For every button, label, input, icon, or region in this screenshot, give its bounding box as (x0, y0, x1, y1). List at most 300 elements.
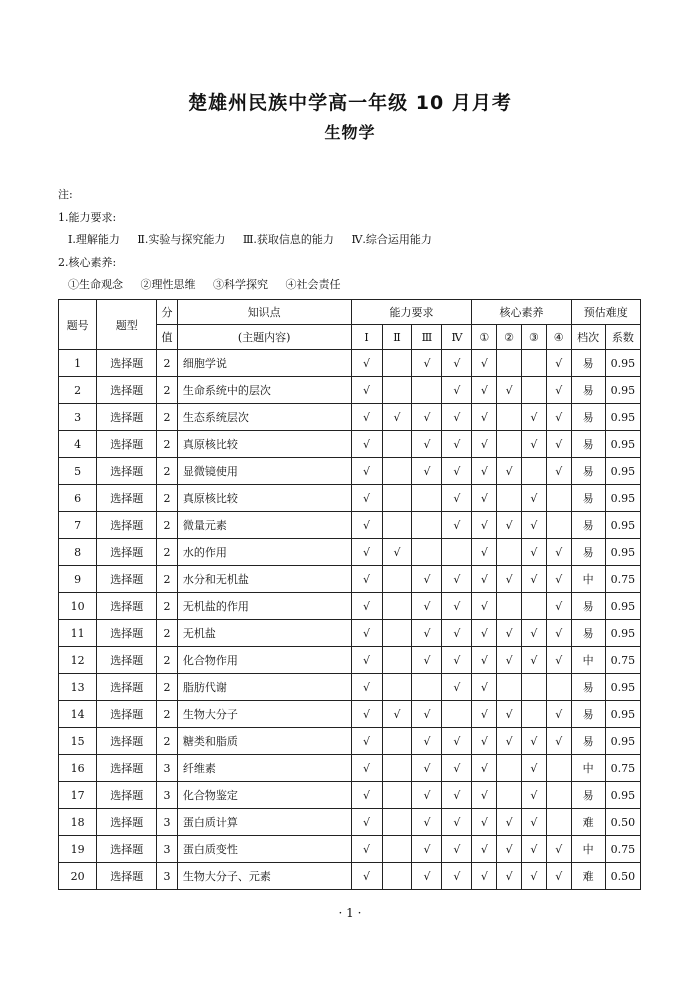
cell-literacy-4: √ (546, 728, 571, 755)
cell-type: 选择题 (97, 404, 157, 431)
cell-grade: 难 (571, 809, 605, 836)
table-row (59, 350, 641, 377)
cell-type: 选择题 (97, 350, 157, 377)
cell-type: 选择题 (97, 809, 157, 836)
cell-topic: 水分和无机盐 (177, 566, 351, 593)
cell-coefficient: 0.95 (605, 377, 640, 404)
cell-number: 2 (59, 377, 97, 404)
cell-literacy-1: √ (472, 566, 497, 593)
cell-type: 选择题 (97, 701, 157, 728)
cell-ability-4: √ (442, 404, 472, 431)
cell-literacy-2: √ (497, 620, 522, 647)
cell-coefficient: 0.95 (605, 728, 640, 755)
cell-ability-2 (382, 431, 412, 458)
notes-heading: 注: (58, 188, 73, 201)
cell-ability-3: √ (412, 647, 442, 674)
cell-grade: 易 (571, 512, 605, 539)
cell-coefficient: 0.75 (605, 566, 640, 593)
page-subtitle: 生物学 (324, 123, 376, 142)
cell-topic: 无机盐 (177, 620, 351, 647)
cell-topic: 生物大分子 (177, 701, 351, 728)
cell-literacy-1: √ (472, 458, 497, 485)
cell-grade: 中 (571, 836, 605, 863)
cell-literacy-2 (497, 350, 522, 377)
cell-literacy-1: √ (472, 728, 497, 755)
cell-literacy-3 (522, 701, 547, 728)
cell-number: 1 (59, 350, 97, 377)
cell-literacy-4: √ (546, 404, 571, 431)
cell-literacy-4: √ (546, 350, 571, 377)
cell-type: 选择题 (97, 485, 157, 512)
ability-legend-item: Ⅲ.获取信息的能力 (242, 233, 334, 246)
cell-ability-3 (412, 485, 442, 512)
cell-coefficient: 0.95 (605, 350, 640, 377)
cell-literacy-4: √ (546, 431, 571, 458)
cell-number: 5 (59, 458, 97, 485)
cell-grade: 易 (571, 701, 605, 728)
cell-ability-3 (412, 377, 442, 404)
cell-literacy-2: √ (497, 728, 522, 755)
cell-number: 15 (59, 728, 97, 755)
cell-literacy-3: √ (522, 431, 547, 458)
cell-score: 2 (157, 377, 178, 404)
cell-ability-3 (412, 512, 442, 539)
cell-ability-4: √ (442, 485, 472, 512)
cell-topic: 蛋白质变性 (177, 836, 351, 863)
cell-number: 11 (59, 620, 97, 647)
cell-literacy-4: √ (546, 377, 571, 404)
cell-literacy-4: √ (546, 647, 571, 674)
cell-topic: 真原核比较 (177, 431, 351, 458)
page-title: 楚雄州民族中学高一年级 10 月月考 (188, 92, 512, 114)
table-row (59, 674, 641, 701)
cell-coefficient: 0.95 (605, 512, 640, 539)
cell-literacy-1: √ (472, 755, 497, 782)
cell-literacy-1: √ (472, 674, 497, 701)
table-row (59, 836, 641, 863)
ability-heading: 1.能力要求: (58, 211, 117, 224)
cell-literacy-3: √ (522, 404, 547, 431)
cell-ability-4 (442, 539, 472, 566)
table-row (59, 458, 641, 485)
table-row (59, 593, 641, 620)
cell-grade: 易 (571, 593, 605, 620)
exam-spec-table (58, 299, 641, 890)
cell-ability-1: √ (351, 782, 382, 809)
cell-ability-2 (382, 593, 412, 620)
cell-topic: 纤维素 (177, 755, 351, 782)
cell-topic: 生物大分子、元素 (177, 863, 351, 890)
cell-literacy-3: √ (522, 512, 547, 539)
cell-ability-3: √ (412, 566, 442, 593)
cell-literacy-1: √ (472, 350, 497, 377)
table-row (59, 566, 641, 593)
cell-literacy-2: √ (497, 566, 522, 593)
cell-ability-2 (382, 863, 412, 890)
cell-ability-2 (382, 782, 412, 809)
cell-ability-2 (382, 755, 412, 782)
table-row (59, 701, 641, 728)
cell-ability-2 (382, 647, 412, 674)
cell-ability-2: √ (382, 404, 412, 431)
table-row (59, 485, 641, 512)
cell-ability-3: √ (412, 863, 442, 890)
cell-type: 选择题 (97, 458, 157, 485)
cell-ability-4: √ (442, 674, 472, 701)
cell-coefficient: 0.75 (605, 647, 640, 674)
cell-topic: 糖类和脂质 (177, 728, 351, 755)
page-number: · 1 · (338, 906, 362, 920)
table-row (59, 404, 641, 431)
cell-literacy-3 (522, 593, 547, 620)
cell-coefficient: 0.95 (605, 701, 640, 728)
cell-score: 3 (157, 836, 178, 863)
cell-type: 选择题 (97, 755, 157, 782)
cell-score: 2 (157, 566, 178, 593)
cell-score: 3 (157, 782, 178, 809)
cell-ability-3: √ (412, 809, 442, 836)
cell-grade: 易 (571, 620, 605, 647)
cell-topic: 蛋白质计算 (177, 809, 351, 836)
cell-ability-4: √ (442, 809, 472, 836)
cell-number: 17 (59, 782, 97, 809)
cell-literacy-4 (546, 512, 571, 539)
cell-number: 7 (59, 512, 97, 539)
cell-literacy-3: √ (522, 836, 547, 863)
cell-type: 选择题 (97, 647, 157, 674)
cell-coefficient: 0.75 (605, 755, 640, 782)
cell-literacy-2: √ (497, 647, 522, 674)
cell-literacy-1: √ (472, 836, 497, 863)
cell-topic: 生命系统中的层次 (177, 377, 351, 404)
cell-ability-1: √ (351, 404, 382, 431)
header-literacy-1: ① (472, 325, 497, 350)
cell-literacy-1: √ (472, 404, 497, 431)
cell-literacy-2 (497, 404, 522, 431)
cell-ability-3: √ (412, 728, 442, 755)
cell-type: 选择题 (97, 728, 157, 755)
table-row (59, 377, 641, 404)
cell-ability-1: √ (351, 755, 382, 782)
cell-literacy-2 (497, 485, 522, 512)
cell-ability-4: √ (442, 620, 472, 647)
header-grade: 档次 (571, 325, 605, 350)
literacy-legend (68, 278, 355, 292)
header-literacy-2: ② (497, 325, 522, 350)
cell-ability-2 (382, 836, 412, 863)
cell-literacy-4: √ (546, 458, 571, 485)
cell-ability-2: √ (382, 539, 412, 566)
cell-literacy-1: √ (472, 377, 497, 404)
cell-ability-2 (382, 566, 412, 593)
cell-score: 3 (157, 755, 178, 782)
ability-legend-item: Ⅳ.综合运用能力 (351, 233, 432, 246)
table-row (59, 782, 641, 809)
cell-ability-3: √ (412, 755, 442, 782)
cell-ability-1: √ (351, 647, 382, 674)
cell-ability-3: √ (412, 350, 442, 377)
cell-literacy-4: √ (546, 620, 571, 647)
cell-ability-1: √ (351, 539, 382, 566)
cell-literacy-1: √ (472, 539, 497, 566)
cell-literacy-2: √ (497, 809, 522, 836)
cell-score: 2 (157, 701, 178, 728)
cell-ability-4: √ (442, 458, 472, 485)
cell-ability-1: √ (351, 620, 382, 647)
cell-type: 选择题 (97, 782, 157, 809)
cell-ability-2 (382, 485, 412, 512)
cell-ability-2 (382, 728, 412, 755)
cell-ability-1: √ (351, 485, 382, 512)
cell-topic: 生态系统层次 (177, 404, 351, 431)
cell-topic: 脂肪代谢 (177, 674, 351, 701)
cell-type: 选择题 (97, 836, 157, 863)
cell-ability-4 (442, 701, 472, 728)
header-score-bottom: 值 (157, 325, 178, 350)
cell-ability-4: √ (442, 647, 472, 674)
cell-ability-4: √ (442, 350, 472, 377)
cell-literacy-3 (522, 674, 547, 701)
cell-literacy-2: √ (497, 377, 522, 404)
cell-ability-3 (412, 539, 442, 566)
cell-ability-1: √ (351, 809, 382, 836)
cell-ability-4: √ (442, 512, 472, 539)
cell-number: 10 (59, 593, 97, 620)
cell-number: 4 (59, 431, 97, 458)
cell-ability-1: √ (351, 674, 382, 701)
cell-grade: 易 (571, 404, 605, 431)
cell-number: 18 (59, 809, 97, 836)
cell-literacy-2 (497, 593, 522, 620)
cell-score: 3 (157, 863, 178, 890)
cell-literacy-1: √ (472, 782, 497, 809)
cell-type: 选择题 (97, 512, 157, 539)
cell-literacy-3: √ (522, 539, 547, 566)
cell-literacy-2 (497, 431, 522, 458)
cell-coefficient: 0.95 (605, 458, 640, 485)
literacy-heading: 2.核心素养: (58, 256, 117, 269)
cell-type: 选择题 (97, 566, 157, 593)
cell-coefficient: 0.75 (605, 836, 640, 863)
cell-ability-4: √ (442, 431, 472, 458)
cell-literacy-4 (546, 485, 571, 512)
cell-grade: 易 (571, 377, 605, 404)
cell-ability-4: √ (442, 836, 472, 863)
cell-literacy-4: √ (546, 863, 571, 890)
cell-literacy-2 (497, 782, 522, 809)
literacy-legend-item: ④社会责任 (285, 278, 341, 291)
cell-score: 2 (157, 404, 178, 431)
header-type: 题型 (97, 300, 157, 350)
cell-literacy-1: √ (472, 863, 497, 890)
header-ability-2: Ⅱ (382, 325, 412, 350)
cell-type: 选择题 (97, 863, 157, 890)
cell-score: 2 (157, 512, 178, 539)
cell-coefficient: 0.95 (605, 485, 640, 512)
header-ability-3: Ⅲ (412, 325, 442, 350)
cell-literacy-3 (522, 458, 547, 485)
cell-coefficient: 0.95 (605, 404, 640, 431)
header-score-top: 分 (157, 300, 178, 325)
cell-literacy-2: √ (497, 701, 522, 728)
header-knowledge-bottom: (主题内容) (177, 325, 351, 350)
table-row (59, 647, 641, 674)
cell-score: 2 (157, 674, 178, 701)
cell-grade: 易 (571, 350, 605, 377)
cell-literacy-3: √ (522, 809, 547, 836)
table-row (59, 755, 641, 782)
cell-score: 2 (157, 647, 178, 674)
cell-number: 13 (59, 674, 97, 701)
cell-ability-3: √ (412, 593, 442, 620)
cell-score: 2 (157, 350, 178, 377)
cell-ability-3: √ (412, 458, 442, 485)
cell-grade: 易 (571, 674, 605, 701)
header-literacy: 核心素养 (472, 300, 571, 325)
cell-ability-2 (382, 377, 412, 404)
cell-type: 选择题 (97, 593, 157, 620)
cell-topic: 显微镜使用 (177, 458, 351, 485)
cell-ability-2: √ (382, 701, 412, 728)
header-difficulty: 预估难度 (571, 300, 640, 325)
cell-score: 2 (157, 593, 178, 620)
header-ability: 能力要求 (351, 300, 472, 325)
cell-coefficient: 0.50 (605, 863, 640, 890)
cell-ability-2 (382, 512, 412, 539)
cell-literacy-4: √ (546, 593, 571, 620)
cell-number: 14 (59, 701, 97, 728)
table-row (59, 728, 641, 755)
cell-number: 20 (59, 863, 97, 890)
cell-literacy-4 (546, 755, 571, 782)
cell-type: 选择题 (97, 620, 157, 647)
literacy-legend-item: ③科学探究 (213, 278, 268, 291)
cell-number: 3 (59, 404, 97, 431)
cell-number: 6 (59, 485, 97, 512)
cell-ability-4: √ (442, 377, 472, 404)
cell-literacy-3: √ (522, 755, 547, 782)
cell-literacy-1: √ (472, 620, 497, 647)
cell-ability-4: √ (442, 863, 472, 890)
cell-ability-2 (382, 674, 412, 701)
cell-score: 2 (157, 728, 178, 755)
cell-ability-1: √ (351, 512, 382, 539)
ability-legend-item: Ⅰ.理解能力 (68, 233, 120, 246)
cell-grade: 难 (571, 863, 605, 890)
cell-coefficient: 0.95 (605, 782, 640, 809)
cell-literacy-2 (497, 674, 522, 701)
cell-grade: 中 (571, 647, 605, 674)
cell-literacy-4: √ (546, 701, 571, 728)
cell-literacy-3 (522, 377, 547, 404)
table-row (59, 431, 641, 458)
cell-ability-1: √ (351, 593, 382, 620)
cell-literacy-4 (546, 809, 571, 836)
cell-ability-3: √ (412, 701, 442, 728)
header-literacy-3: ③ (522, 325, 547, 350)
ability-legend-item: Ⅱ.实验与探究能力 (137, 233, 226, 246)
cell-score: 2 (157, 620, 178, 647)
cell-topic: 微量元素 (177, 512, 351, 539)
cell-literacy-1: √ (472, 512, 497, 539)
cell-ability-3: √ (412, 431, 442, 458)
cell-ability-3: √ (412, 836, 442, 863)
table-row (59, 539, 641, 566)
cell-ability-4: √ (442, 728, 472, 755)
cell-literacy-2: √ (497, 512, 522, 539)
cell-ability-1: √ (351, 350, 382, 377)
literacy-legend-item: ②理性思维 (140, 278, 196, 291)
cell-ability-1: √ (351, 566, 382, 593)
cell-literacy-1: √ (472, 809, 497, 836)
cell-literacy-4 (546, 782, 571, 809)
cell-score: 2 (157, 458, 178, 485)
cell-score: 3 (157, 809, 178, 836)
cell-literacy-3: √ (522, 782, 547, 809)
table-row (59, 809, 641, 836)
cell-number: 9 (59, 566, 97, 593)
cell-ability-2 (382, 458, 412, 485)
cell-ability-1: √ (351, 863, 382, 890)
cell-type: 选择题 (97, 431, 157, 458)
cell-ability-1: √ (351, 458, 382, 485)
cell-grade: 易 (571, 485, 605, 512)
cell-grade: 易 (571, 728, 605, 755)
cell-ability-3: √ (412, 782, 442, 809)
cell-literacy-2 (497, 539, 522, 566)
cell-ability-3 (412, 674, 442, 701)
table-body (59, 350, 641, 890)
ability-legend (68, 233, 446, 247)
cell-literacy-4: √ (546, 836, 571, 863)
cell-ability-3: √ (412, 404, 442, 431)
cell-literacy-3: √ (522, 620, 547, 647)
cell-coefficient: 0.95 (605, 539, 640, 566)
cell-ability-2 (382, 809, 412, 836)
header-coefficient: 系数 (605, 325, 640, 350)
cell-literacy-1: √ (472, 431, 497, 458)
table-row (59, 863, 641, 890)
cell-type: 选择题 (97, 377, 157, 404)
cell-grade: 易 (571, 458, 605, 485)
cell-topic: 真原核比较 (177, 485, 351, 512)
table-row (59, 620, 641, 647)
header-ability-1: Ⅰ (351, 325, 382, 350)
cell-literacy-1: √ (472, 701, 497, 728)
cell-topic: 化合物作用 (177, 647, 351, 674)
cell-coefficient: 0.95 (605, 620, 640, 647)
header-ability-4: Ⅳ (442, 325, 472, 350)
cell-topic: 水的作用 (177, 539, 351, 566)
cell-grade: 易 (571, 539, 605, 566)
cell-literacy-3: √ (522, 485, 547, 512)
cell-grade: 易 (571, 782, 605, 809)
cell-literacy-4 (546, 674, 571, 701)
cell-topic: 无机盐的作用 (177, 593, 351, 620)
cell-topic: 化合物鉴定 (177, 782, 351, 809)
table-row (59, 512, 641, 539)
cell-score: 2 (157, 485, 178, 512)
cell-literacy-1: √ (472, 593, 497, 620)
cell-literacy-4: √ (546, 539, 571, 566)
cell-literacy-2: √ (497, 863, 522, 890)
cell-coefficient: 0.95 (605, 431, 640, 458)
cell-literacy-1: √ (472, 647, 497, 674)
cell-ability-1: √ (351, 728, 382, 755)
literacy-legend-item: ①生命观念 (68, 278, 123, 291)
cell-number: 19 (59, 836, 97, 863)
header-knowledge-top: 知识点 (177, 300, 351, 325)
